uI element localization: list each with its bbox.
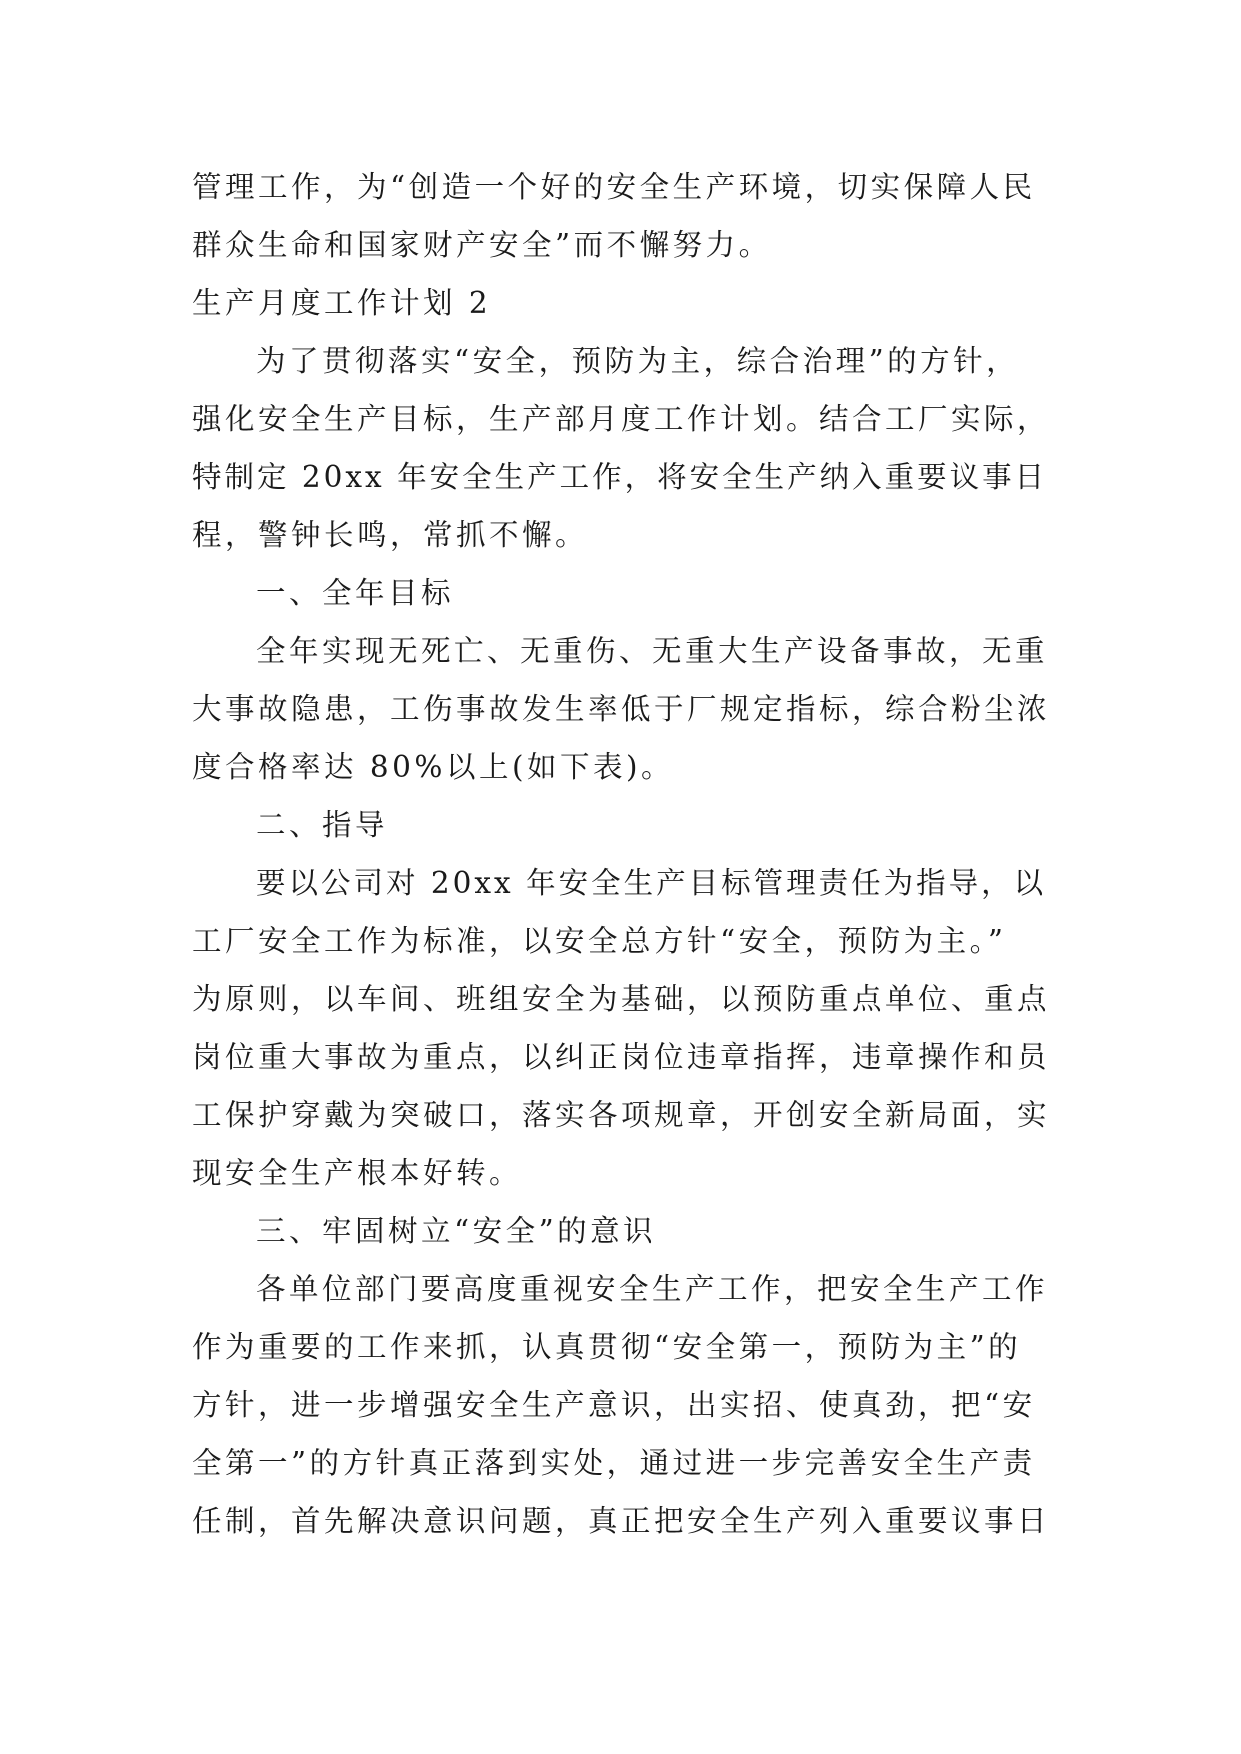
text-line: 现安全生产根本好转。 [192, 1156, 523, 1190]
paragraph-start-line: 各单位部门要高度重视安全生产工作，把安全生产工作 [256, 1272, 1049, 1306]
text-line: 为原则，以车间、班组安全为基础，以预防重点单位、重点 [192, 982, 1051, 1016]
document-body [192, 158, 1058, 1550]
text-line: 大事故隐患，工伤事故发生率低于厂规定指标，综合粉尘浓 [192, 692, 1051, 726]
text-line: 群众生命和国家财产安全”而不懈努力。 [192, 228, 772, 262]
text-line: 工厂安全工作为标准，以安全总方针“安全，预防为主。” [192, 924, 1007, 958]
paragraph-start-line: 要以公司对 20xx 年安全生产目标管理责任为指导，以 [256, 866, 1047, 900]
text-line: 管理工作，为“创造一个好的安全生产环境，切实保障人民 [192, 170, 1036, 204]
paragraph-start-line: 全年实现无死亡、无重伤、无重大生产设备事故，无重 [256, 634, 1049, 668]
text-line: 强化安全生产目标，生产部月度工作计划。结合工厂实际， [192, 402, 1051, 436]
text-line: 特制定 20xx 年安全生产工作，将安全生产纳入重要议事日 [192, 460, 1048, 494]
heading-line: 三、牢固树立“安全”的意识 [256, 1214, 657, 1248]
text-line: 工保护穿戴为突破口，落实各项规章，开创安全新局面，实 [192, 1098, 1051, 1132]
text-line: 方针，进一步增强安全生产意识，出实招、使真劲，把“安 [192, 1388, 1036, 1422]
section-title: 生产月度工作计划 2 [192, 286, 492, 320]
heading-line: 二、指导 [256, 808, 389, 842]
heading-line: 一、全年目标 [256, 576, 455, 610]
text-line: 度合格率达 80%以上(如下表)。 [192, 750, 674, 784]
text-line: 作为重要的工作来抓，认真贯彻“安全第一，预防为主”的 [192, 1330, 1022, 1364]
text-line: 程，警钟长鸣，常抓不懈。 [192, 518, 589, 552]
text-line: 全第一”的方针真正落到实处，通过进一步完善安全生产责 [192, 1446, 1036, 1480]
text-line: 任制，首先解决意识问题，真正把安全生产列入重要议事日 [192, 1504, 1051, 1538]
text-line: 岗位重大事故为重点，以纠正岗位违章指挥，违章操作和员 [192, 1040, 1051, 1074]
paragraph-start-line: 为了贯彻落实“安全，预防为主，综合治理”的方针， [256, 344, 1020, 378]
